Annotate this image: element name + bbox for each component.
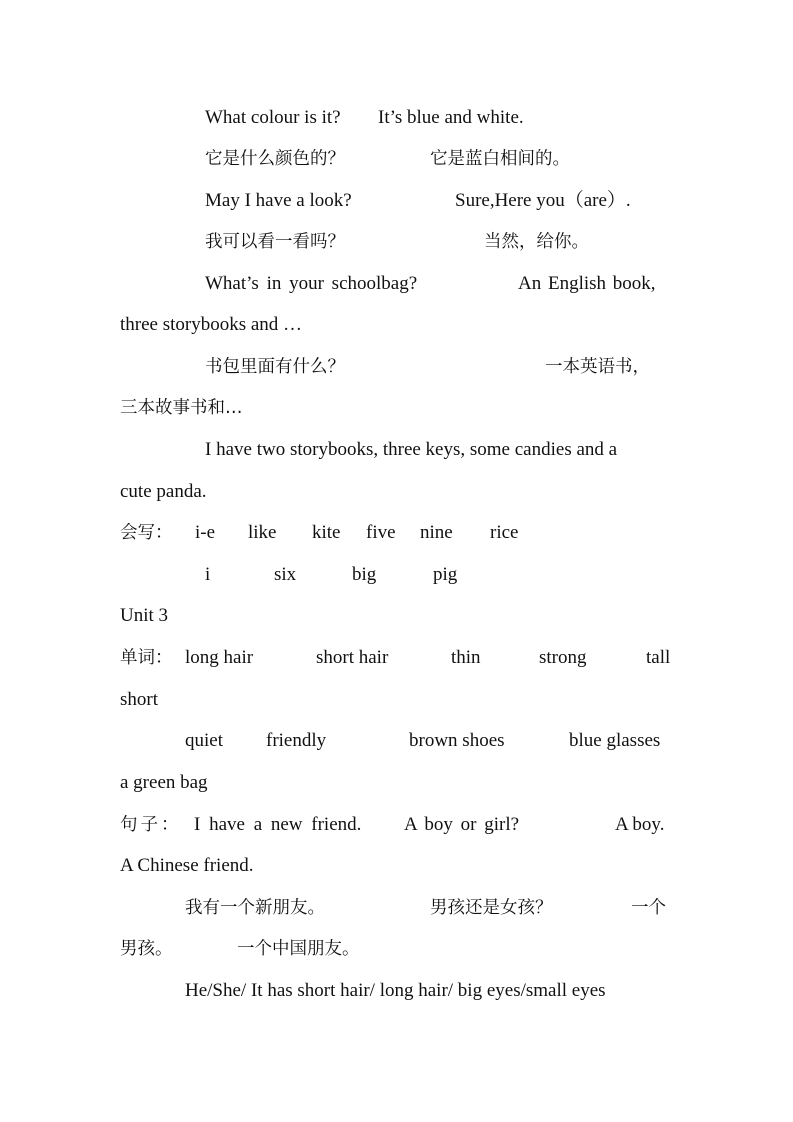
label-danci: 单词： — [120, 648, 173, 668]
word-long-hair: long hair — [185, 647, 254, 668]
sentence-a-boy-cn-part2: 男孩。 — [120, 939, 173, 959]
sentence-chinese-friend: A Chinese friend. — [120, 855, 254, 876]
word-rice: rice — [490, 522, 519, 543]
line-blue-white-en: It’s blue and white. — [378, 107, 524, 128]
word-short-hair: short hair — [316, 647, 389, 668]
sentence-a-boy: A boy. — [615, 814, 665, 835]
word-i: i — [205, 564, 211, 585]
sentence-a-boy-cn-part1: 一个 — [631, 898, 666, 918]
word-kite: kite — [312, 522, 341, 543]
word-nine: nine — [420, 522, 453, 543]
line-storybooks-cn: 三本故事书和… — [120, 398, 243, 418]
line-may-i-look-en: May I have a look? — [205, 190, 352, 211]
word-thin: thin — [451, 647, 481, 668]
line-may-i-look-cn: 我可以看一看吗？ — [205, 232, 345, 252]
line-blue-white-cn: 它是蓝白相间的。 — [430, 149, 570, 169]
word-five: five — [366, 522, 396, 543]
word-blue-glasses: blue glasses — [569, 730, 661, 751]
word-pig: pig — [433, 564, 458, 585]
line-storybooks-en: three storybooks and … — [120, 314, 303, 335]
word-friendly: friendly — [266, 730, 327, 751]
unit-heading: Unit 3 — [120, 605, 169, 626]
word-strong: strong — [539, 647, 587, 668]
line-what-colour-en: What colour is it? — [205, 107, 341, 128]
line-here-you-are-en: Sure,Here you（are）. — [455, 190, 631, 211]
word-i-e: i-e — [195, 522, 216, 543]
word-short: short — [120, 689, 158, 710]
sentence-new-friend: I have a new friend. — [194, 814, 362, 835]
line-schoolbag-question-cn: 书包里面有什么？ — [205, 357, 345, 377]
word-big: big — [352, 564, 377, 585]
line-schoolbag-question-en: What’s in your schoolbag? — [205, 273, 418, 294]
label-huixie: 会写： — [120, 523, 173, 543]
word-a-green-bag: a green bag — [120, 772, 208, 793]
line-what-colour-cn: 它是什么颜色的？ — [205, 149, 345, 169]
sentence-boy-or-girl: A boy or girl? — [404, 814, 520, 835]
sentence-new-friend-cn: 我有一个新朋友。 — [185, 898, 325, 918]
line-cute-panda: cute panda. — [120, 481, 207, 502]
sentence-boy-or-girl-cn: 男孩还是女孩？ — [430, 898, 553, 918]
line-english-book-cn: 一本英语书， — [545, 357, 650, 377]
word-tall: tall — [646, 647, 671, 668]
line-here-you-are-cn: 当然，给你。 — [484, 232, 589, 252]
line-i-have-storybooks: I have two storybooks, three keys, some candies and a — [205, 439, 618, 460]
line-english-book-en: An English book, — [518, 273, 656, 294]
label-juzi: 句子： — [120, 815, 182, 835]
word-quiet: quiet — [185, 730, 223, 751]
sentence-chinese-friend-cn: 一个中国朋友。 — [237, 939, 360, 959]
word-six: six — [274, 564, 297, 585]
word-like: like — [248, 522, 277, 543]
word-brown-shoes: brown shoes — [409, 730, 505, 751]
sentence-he-she-has: He/She/ It has short hair/ long hair/ big eyes/small eyes — [185, 980, 606, 1001]
